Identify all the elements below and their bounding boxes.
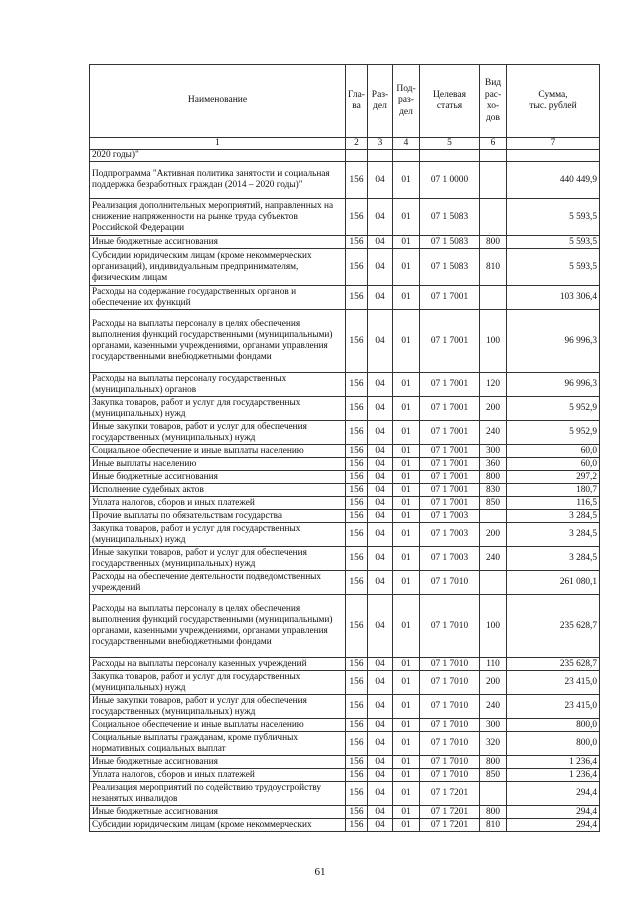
row-exp-type: 100 [480,310,507,373]
col-number: 1 [90,138,346,150]
row-amount: 294,4 [507,806,600,819]
col-number: 5 [420,138,480,150]
column-number-row [90,138,600,150]
row-chapter: 156 [346,595,368,658]
row-exp-type: 100 [480,595,507,658]
table-row [90,547,600,571]
row-chapter: 156 [346,695,368,719]
row-name: Иные выплаты населению [90,458,346,471]
row-section: 04 [368,782,393,806]
row-section: 04 [368,571,393,595]
row-section: 04 [368,286,393,310]
row-subsection: 01 [393,782,420,806]
row-target: 07 1 7003 [420,510,480,523]
row-target [420,150,480,162]
row-subsection: 01 [393,695,420,719]
row-subsection: 01 [393,310,420,373]
row-exp-type: 810 [480,819,507,832]
table-row [90,719,600,732]
row-chapter: 156 [346,286,368,310]
row-section: 04 [368,719,393,732]
row-exp-type: 200 [480,397,507,421]
row-amount: 60,0 [507,458,600,471]
row-chapter: 156 [346,732,368,756]
header-row [90,65,600,138]
header-name: Наименование [90,65,346,138]
row-target: 07 1 7010 [420,769,480,782]
row-target: 07 1 7010 [420,719,480,732]
row-section: 04 [368,421,393,445]
row-subsection: 01 [393,421,420,445]
row-target: 07 1 5083 [420,236,480,249]
table-row [90,471,600,484]
col-number: 4 [393,138,420,150]
row-name: Иные закупки товаров, работ и услуг для обеспечения государственных (муниципальных) нужд [90,695,346,719]
row-chapter: 156 [346,497,368,510]
row-section: 04 [368,695,393,719]
row-exp-type: 850 [480,497,507,510]
row-section: 04 [368,397,393,421]
row-chapter: 156 [346,458,368,471]
table-row [90,199,600,236]
row-target: 07 1 5083 [420,249,480,286]
row-subsection [393,150,420,162]
row-amount: 3 284,5 [507,547,600,571]
row-name: Уплата налогов, сборов и иных платежей [90,497,346,510]
table-row [90,373,600,397]
row-exp-type: 800 [480,471,507,484]
row-target: 07 1 7003 [420,523,480,547]
row-subsection: 01 [393,162,420,199]
table-row [90,819,600,832]
row-exp-type [480,199,507,236]
row-exp-type: 360 [480,458,507,471]
row-target: 07 1 7001 [420,373,480,397]
row-chapter [346,150,368,162]
header-chapter: Гла- ва [346,65,368,138]
row-exp-type: 240 [480,695,507,719]
row-target: 07 1 7001 [420,397,480,421]
col-number: 2 [346,138,368,150]
row-amount [507,150,600,162]
row-subsection: 01 [393,236,420,249]
row-name: Подпрограмма "Активная политика занятости и социальная поддержка безработных граждан (2014 – 2020 годы)" [90,162,346,199]
row-subsection: 01 [393,571,420,595]
row-amount: 5 593,5 [507,199,600,236]
row-amount: 800,0 [507,732,600,756]
row-section: 04 [368,658,393,671]
row-name: Иные бюджетные ассигнования [90,756,346,769]
row-subsection: 01 [393,819,420,832]
row-exp-type: 240 [480,547,507,571]
row-subsection: 01 [393,397,420,421]
table-row [90,523,600,547]
row-subsection: 01 [393,671,420,695]
row-target: 07 1 7010 [420,571,480,595]
row-chapter: 156 [346,547,368,571]
row-name: Иные бюджетные ассигнования [90,236,346,249]
row-target: 07 1 7003 [420,547,480,571]
row-section: 04 [368,806,393,819]
row-section: 04 [368,756,393,769]
row-section: 04 [368,497,393,510]
row-target: 07 1 7010 [420,695,480,719]
row-amount: 294,4 [507,819,600,832]
row-name: Расходы на выплаты персоналу в целях обеспечения выполнения функций государственными (муниципальными) органами, казенными учреждениями, органами управления государственными внебюджетными фондами [90,310,346,373]
col-number: 3 [368,138,393,150]
row-section: 04 [368,732,393,756]
row-target: 07 1 7010 [420,756,480,769]
row-exp-type: 240 [480,421,507,445]
row-subsection: 01 [393,547,420,571]
row-target: 07 1 7010 [420,671,480,695]
row-name: Иные бюджетные ассигнования [90,471,346,484]
row-subsection: 01 [393,595,420,658]
row-amount: 23 415,0 [507,695,600,719]
col-number: 6 [480,138,507,150]
row-amount: 180,7 [507,484,600,497]
row-name: Субсидии юридическим лицам (кроме некоммерческих организаций), индивидуальным предпринимателям, физическим лицам [90,249,346,286]
row-target: 07 1 7201 [420,782,480,806]
row-amount: 96 996,3 [507,310,600,373]
row-chapter: 156 [346,819,368,832]
row-amount: 800,0 [507,719,600,732]
table-row [90,571,600,595]
table-row [90,782,600,806]
row-exp-type [480,286,507,310]
row-target: 07 1 7001 [420,497,480,510]
row-target: 07 1 7001 [420,286,480,310]
budget-table [89,64,600,832]
row-section: 04 [368,458,393,471]
row-amount: 1 236,4 [507,756,600,769]
table-row [90,595,600,658]
row-chapter: 156 [346,484,368,497]
row-exp-type [480,510,507,523]
row-subsection: 01 [393,458,420,471]
header-exp-type: Вид рас- хо- дов [480,65,507,138]
row-exp-type: 200 [480,671,507,695]
row-amount: 96 996,3 [507,373,600,397]
row-name: Расходы на выплаты персоналу казенных учреждений [90,658,346,671]
row-amount: 5 593,5 [507,236,600,249]
row-section: 04 [368,373,393,397]
row-name: Социальное обеспечение и иные выплаты населению [90,719,346,732]
row-name: Исполнение судебных актов [90,484,346,497]
row-target: 07 1 7001 [420,484,480,497]
table-row [90,497,600,510]
row-target: 07 1 7010 [420,595,480,658]
row-amount: 297,2 [507,471,600,484]
row-chapter: 156 [346,236,368,249]
row-exp-type: 320 [480,732,507,756]
row-section: 04 [368,471,393,484]
table-row [90,150,600,162]
row-subsection: 01 [393,756,420,769]
row-exp-type: 200 [480,523,507,547]
row-section: 04 [368,484,393,497]
row-chapter: 156 [346,769,368,782]
row-exp-type: 120 [480,373,507,397]
row-exp-type: 800 [480,806,507,819]
row-section: 04 [368,510,393,523]
row-chapter: 156 [346,310,368,373]
row-name: Расходы на выплаты персоналу государственных (муниципальных) органов [90,373,346,397]
row-chapter: 156 [346,199,368,236]
header-section: Раз- дел [368,65,393,138]
row-exp-type: 800 [480,236,507,249]
table-row [90,695,600,719]
row-chapter: 156 [346,756,368,769]
header-target: Целевая статья [420,65,480,138]
row-amount: 235 628,7 [507,595,600,658]
row-name: Социальное обеспечение и иные выплаты населению [90,445,346,458]
row-section: 04 [368,310,393,373]
row-subsection: 01 [393,732,420,756]
row-amount: 103 306,4 [507,286,600,310]
row-chapter: 156 [346,571,368,595]
table-row [90,249,600,286]
row-exp-type: 810 [480,249,507,286]
table-row [90,162,600,199]
row-name: Иные бюджетные ассигнования [90,806,346,819]
row-section: 04 [368,671,393,695]
table-row [90,421,600,445]
row-target: 07 1 7201 [420,819,480,832]
table-row [90,445,600,458]
row-target: 07 1 5083 [420,199,480,236]
row-exp-type: 800 [480,756,507,769]
row-subsection: 01 [393,719,420,732]
col-number: 7 [507,138,600,150]
row-section: 04 [368,819,393,832]
header-subsection: Под- раз- дел [393,65,420,138]
row-name: Расходы на обеспечение деятельности подведомственных учреждений [90,571,346,595]
row-section: 04 [368,445,393,458]
row-amount: 5 952,9 [507,421,600,445]
table-row [90,236,600,249]
row-target: 07 1 7201 [420,806,480,819]
row-name: Реализация дополнительных мероприятий, направленных на снижение напряженности на рынке труда субъектов Российской Федерации [90,199,346,236]
row-section [368,150,393,162]
row-chapter: 156 [346,523,368,547]
row-subsection: 01 [393,199,420,236]
row-amount: 1 236,4 [507,769,600,782]
table-row [90,397,600,421]
row-chapter: 156 [346,373,368,397]
row-target: 07 1 7001 [420,421,480,445]
row-amount: 440 449,9 [507,162,600,199]
row-subsection: 01 [393,286,420,310]
row-amount: 294,4 [507,782,600,806]
row-subsection: 01 [393,658,420,671]
row-target: 07 1 7001 [420,445,480,458]
table-row [90,458,600,471]
table-row [90,732,600,756]
row-exp-type: 850 [480,769,507,782]
row-subsection: 01 [393,471,420,484]
row-target: 07 1 7001 [420,310,480,373]
table-row [90,484,600,497]
row-section: 04 [368,162,393,199]
row-name: Закупка товаров, работ и услуг для государственных (муниципальных) нужд [90,397,346,421]
row-name: Прочие выплаты по обязательствам государства [90,510,346,523]
row-subsection: 01 [393,806,420,819]
row-name: Социальные выплаты гражданам, кроме публичных нормативных социальных выплат [90,732,346,756]
row-exp-type: 110 [480,658,507,671]
row-section: 04 [368,595,393,658]
row-amount: 23 415,0 [507,671,600,695]
row-name: Уплата налогов, сборов и иных платежей [90,769,346,782]
row-amount: 5 593,5 [507,249,600,286]
row-section: 04 [368,523,393,547]
table-row [90,286,600,310]
row-name: Иные закупки товаров, работ и услуг для обеспечения государственных (муниципальных) нужд [90,547,346,571]
row-target: 07 1 7010 [420,732,480,756]
row-amount: 235 628,7 [507,658,600,671]
row-exp-type [480,162,507,199]
row-chapter: 156 [346,397,368,421]
row-section: 04 [368,199,393,236]
table-row [90,756,600,769]
row-name: Реализация мероприятий по содействию трудоустройству незанятых инвалидов [90,782,346,806]
row-name: Закупка товаров, работ и услуг для государственных (муниципальных) нужд [90,671,346,695]
row-amount: 60,0 [507,445,600,458]
row-section: 04 [368,236,393,249]
row-exp-type: 300 [480,445,507,458]
row-name: Расходы на выплаты персоналу в целях обеспечения выполнения функций государственными (муниципальными) органами, казенными учреждениями, органами управления государственными внебюджетными фондами [90,595,346,658]
row-amount: 116,5 [507,497,600,510]
row-exp-type: 300 [480,719,507,732]
row-exp-type: 830 [480,484,507,497]
table-row [90,806,600,819]
row-exp-type [480,571,507,595]
row-chapter: 156 [346,471,368,484]
row-section: 04 [368,547,393,571]
row-chapter: 156 [346,421,368,445]
table-body [90,150,600,832]
table-row [90,310,600,373]
row-section: 04 [368,249,393,286]
row-subsection: 01 [393,373,420,397]
table-row [90,510,600,523]
table-row [90,769,600,782]
row-chapter: 156 [346,162,368,199]
table-row [90,658,600,671]
row-name: Расходы на содержание государственных органов и обеспечение их функций [90,286,346,310]
row-chapter: 156 [346,806,368,819]
row-exp-type [480,782,507,806]
row-chapter: 156 [346,445,368,458]
row-chapter: 156 [346,658,368,671]
row-chapter: 156 [346,249,368,286]
row-subsection: 01 [393,484,420,497]
table-row [90,671,600,695]
header-amount: Сумма, тыс. рублей [507,65,600,138]
row-name: Иные закупки товаров, работ и услуг для обеспечения государственных (муниципальных) нужд [90,421,346,445]
row-exp-type [480,150,507,162]
row-chapter: 156 [346,510,368,523]
row-name: 2020 годы)" [90,150,346,162]
row-subsection: 01 [393,769,420,782]
row-target: 07 1 7001 [420,458,480,471]
row-target: 07 1 0000 [420,162,480,199]
row-subsection: 01 [393,510,420,523]
row-subsection: 01 [393,523,420,547]
row-amount: 5 952,9 [507,397,600,421]
row-name: Закупка товаров, работ и услуг для государственных (муниципальных) нужд [90,523,346,547]
row-section: 04 [368,769,393,782]
row-amount: 3 284,5 [507,510,600,523]
row-name: Субсидии юридическим лицам (кроме некоммерческих [90,819,346,832]
row-subsection: 01 [393,249,420,286]
row-subsection: 01 [393,497,420,510]
row-amount: 261 080,1 [507,571,600,595]
row-subsection: 01 [393,445,420,458]
page-number: 61 [314,866,326,878]
row-target: 07 1 7001 [420,471,480,484]
row-chapter: 156 [346,782,368,806]
row-chapter: 156 [346,671,368,695]
row-target: 07 1 7010 [420,658,480,671]
row-amount: 3 284,5 [507,523,600,547]
row-chapter: 156 [346,719,368,732]
